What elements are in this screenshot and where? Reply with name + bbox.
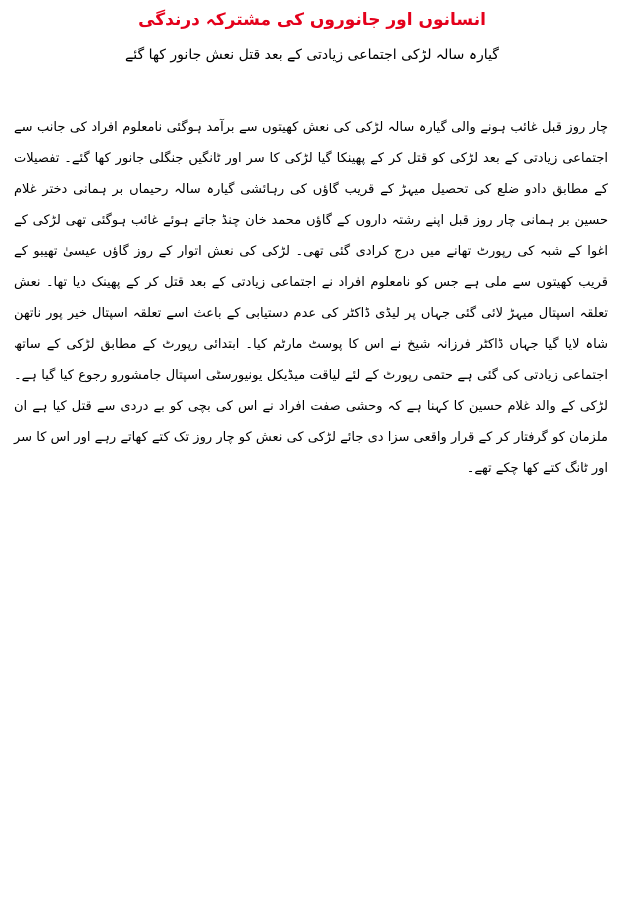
subheadline: گیارہ سالہ لڑکی اجتماعی زیادتی کے بعد قتل نعش جانور کھا گئے: [125, 47, 499, 63]
article-body: چار روز قبل غائب ہونے والی گیارہ سالہ لڑکی کی نعش کھیتوں سے برآمد ہوگئی نامعلوم افراد کی جانب سے اجتماعی زیادتی کے بعد لڑکی کو قتل کر کے پھینکا گیا لڑکی کا سر اور ٹانگیں جنگلی جانور کھا گئے۔ تفصیلات کے مطابق دادو ضلع کی تحصیل میہڑ کے قریب گاؤں کی رہائشی گیارہ سالہ رحیماں بر ہمانی دختر غلام حسین بر ہمانی چار روز قبل اپنے رشتہ داروں کے گاؤں محمد خان چنڈ جاتے ہوئے غائب ہوگئی تھی لڑکی کے اغوا کے شبہ کی رپورٹ تھانے میں درج کرادی گئی تھی۔ لڑکی کی نعش اتوار کے روز گاؤں عیسیٰ تھیبو کے قریب کھیتوں سے ملی ہے جس کو نامعلوم افراد نے اجتماعی زیادتی کے بعد قتل کر کے پھینک دیا تھا۔ نعش تعلقہ اسپتال میہڑ لائی گئی جہاں پر لیڈی ڈاکٹر کی عدم دستیابی کے باعث اسے تعلقہ اسپتال خیر پور ناتھن شاہ لایا گیا جہاں ڈاکٹر فرزانہ شیخ نے اس کا پوسٹ مارٹم کیا۔ ابتدائی رپورٹ کے مطابق لڑکی کے ساتھ اجتماعی زیادتی کی گئی ہے حتمی رپورٹ کے لئے لیاقت میڈیکل یونیورسٹی اسپتال جامشورو رجوع کیا گیا ہے۔ لڑکی کے والد غلام حسین کا کہنا ہے کہ وحشی صفت افراد نے اس کی بچی کو بے دردی سے قتل کیا ہے ان ملزمان کو گرفتار کر کے قرار واقعی سزا دی جائے لڑکی کی نعش کو چار روز تک کتے کھاتے رہے اور اس کا سر اور ٹانگ کتے کھا چکے تھے۔: [14, 120, 608, 476]
headline: انسانوں اور جانوروں کی مشترکہ درندگی: [138, 10, 486, 30]
